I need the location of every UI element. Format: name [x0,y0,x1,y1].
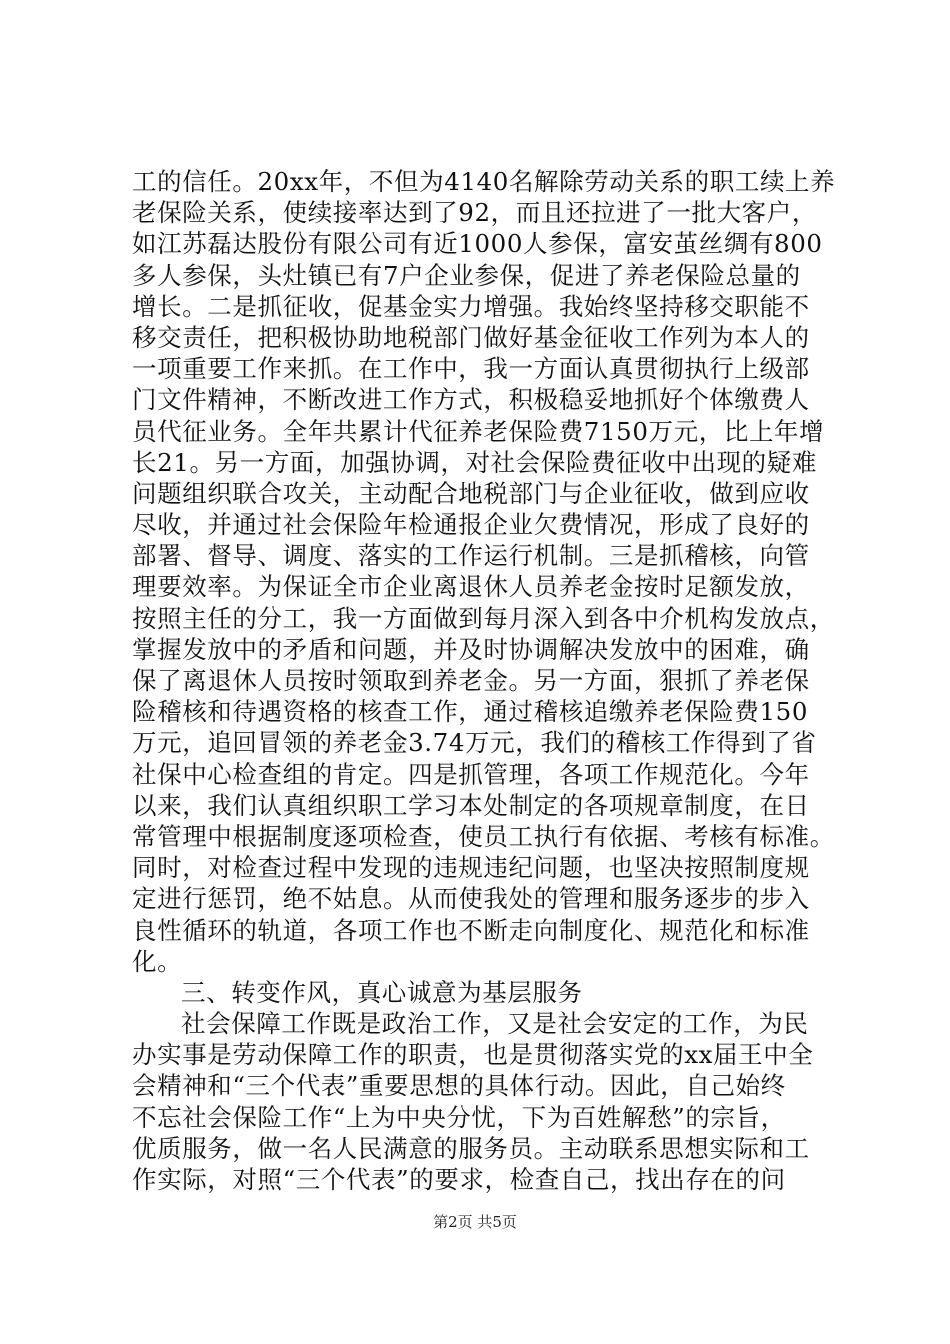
text-line: 问题组织联合攻关，主动配合地税部门与企业征收，做到应收 [132,478,810,508]
text-line: 化。 [132,946,183,976]
text-line: 常管理中根据制度逐项检查，使员工执行有依据、考核有标准。 [132,821,835,851]
text-line: 按照主任的分工，我一方面做到每月深入到各中介机构发放点， [132,603,835,633]
document-body [132,166,836,1195]
text-line: 老保险关系，使续接率达到了92，而且还拉进了一批大客户， [132,198,817,228]
paragraph-1 [132,166,836,977]
text-line: 理要效率。为保证全市企业离退休人员养老金按时足额发放， [132,572,810,602]
text-line: 社保中心检查组的肯定。四是抓管理，各项工作规范化。今年 [132,759,810,789]
text-line: 门文件精神，不断改进工作方式，积极稳妥地抓好个体缴费人 [132,385,810,415]
text-line: 一项重要工作来抓。在工作中，我一方面认真贯彻执行上级部 [132,354,810,384]
text-line: 同时，对检查过程中发现的违规违纪问题，也坚决按照制度规 [132,853,810,883]
text-line: 会精神和“三个代表”重要思想的具体行动。因此，自己始终 [132,1071,786,1101]
text-line: 部署、督导、调度、落实的工作运行机制。三是抓稽核，向管 [132,541,810,571]
paragraph-2 [132,1008,832,1195]
text-line: 良性循环的轨道，各项工作也不断走向制度化、规范化和标准 [132,915,810,945]
text-line: 不忘社会保险工作“上为中央分忧，下为百姓解愁”的宗旨， [132,1102,786,1132]
text-line: 移交责任，把积极协助地税部门做好基金征收工作列为本人的 [132,322,810,352]
text-line: 以来，我们认真组织职工学习本处制定的各项规章制度，在日 [132,790,810,820]
text-line: 万元，追回冒领的养老金3.74万元，我们的稽核工作得到了省 [132,728,817,758]
text-line: 多人参保，头灶镇已有7户企业参保，促进了养老保险总量的 [132,260,801,290]
section-heading: 三、转变作风，真心诚意为基层服务 [181,977,583,1007]
text-line: 尽收，并通过社会保险年检通报企业欠费情况，形成了良好的 [132,510,810,540]
text-line: 工的信任。20xx年，不但为4140名解除劳动关系的职工续上养 [132,167,836,196]
text-line: 增长。二是抓征收，促基金实力增强。我始终坚持移交职能不 [132,291,810,321]
text-line: 长21。另一方面，加强协调，对社会保险费征收中出现的疑难 [132,447,817,477]
text-line: 社会保障工作既是政治工作，又是社会安定的工作，为民 [181,1009,809,1039]
text-line: 保了离退休人员按时领取到养老金。另一方面，狠抓了养老保 [132,666,810,695]
text-line: 掌握发放中的矛盾和问题，并及时协调解决发放中的困难，确 [132,634,810,664]
text-line: 优质服务，做一名人民满意的服务员。主动联系思想实际和工 [132,1133,810,1163]
page-footer [0,1212,950,1232]
text-line: 如江苏磊达股份有限公司有近1000人参保，富安茧丝绸有800 [132,229,823,259]
text-line: 作实际，对照“三个代表”的要求，检查自己，找出存在的问 [132,1165,786,1194]
page-number: 第2页 共5页 [433,1213,517,1231]
text-line: 定进行惩罚，绝不姑息。从而使我处的管理和服务逐步的步入 [132,884,810,914]
text-line: 办实事是劳动保障工作的职责，也是贯彻落实党的xx届王中全 [132,1040,814,1070]
text-line: 员代征业务。全年共累计代征养老保险费7150万元，比上年增 [132,416,825,446]
text-line: 险稽核和待遇资格的核查工作，通过稽核追缴养老保险费150 [132,697,809,727]
